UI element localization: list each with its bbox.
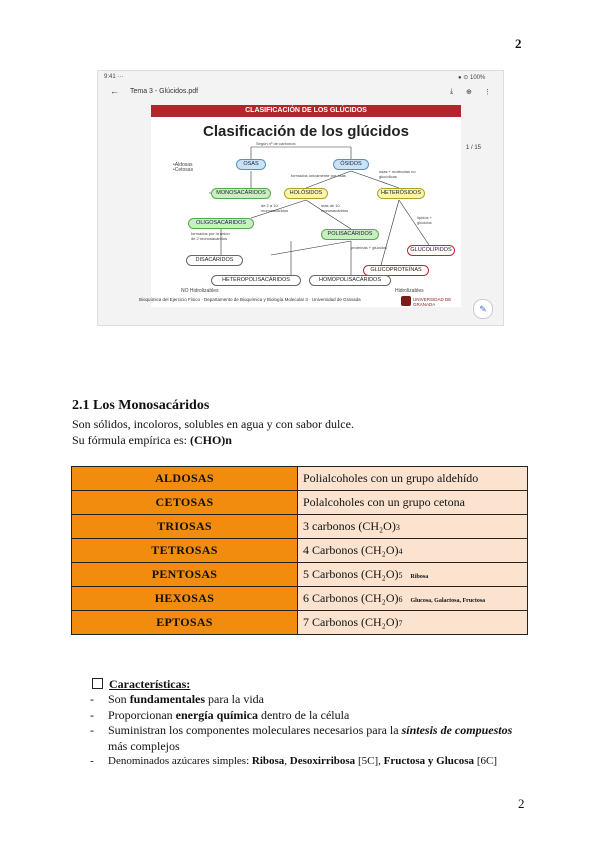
node-polisacaridos: POLISACÁRIDOS [321, 229, 379, 240]
document-tab-title: Tema 3 - Glúcidos.pdf [130, 88, 199, 95]
table-row [72, 539, 528, 563]
slide-footer [139, 295, 461, 307]
download-icon[interactable]: ⤓ [450, 88, 454, 95]
table-value-note: Ribosa [410, 574, 429, 580]
section-title: 2.1 Los Monosacáridos [72, 398, 210, 413]
list-item: - Proporcionan energía química dentro de la célula [90, 708, 530, 724]
table-value-subscript: 5 [398, 571, 403, 580]
caracteristicas-title: Características: [109, 677, 191, 691]
note-2-10: de 2 a 10 monosacáridos [261, 203, 289, 213]
table-value-cell [298, 491, 528, 515]
university-name: UNIVERSIDAD DE GRANADA [413, 297, 452, 307]
note-osas-mol: osas + moléculas no glucídicas [379, 169, 416, 179]
table-key-cell: CETOSAS [72, 491, 298, 515]
table-key-cell: TETROSAS [72, 539, 298, 563]
formula-prefix: Su fórmula empírica es: [72, 433, 190, 447]
table-value-subscript: 6 [398, 595, 403, 604]
node-homopolisacaridos: HOMOPOLISACÁRIDOS [309, 275, 391, 286]
status-left: 9:41 ··· [104, 74, 124, 80]
note-mas-10: más de 10 monosacáridos [321, 203, 349, 213]
university-logo-icon [401, 296, 411, 306]
table-key-cell: HEXOSAS [72, 587, 298, 611]
table-row [72, 515, 528, 539]
table-value-subscript: 3 [395, 523, 400, 532]
note-proteinas: proteínas + glúcidos [351, 245, 387, 250]
list-item: - Suministran los componentes moleculares necesarios para la síntesis de compuestos más complejos [90, 723, 530, 754]
caracteristicas-list [90, 692, 530, 770]
table-key-cell: EPTOSAS [72, 611, 298, 635]
table-row [72, 611, 528, 635]
more-menu-icon[interactable]: ⋮ [484, 89, 491, 96]
section-line-1: Son sólidos, incoloros, solubles en agua y con sabor dulce. [72, 417, 354, 431]
aldosas-cetosas-label: •Aldosas •Cetosas [173, 162, 194, 173]
table-value-subscript: 7 [398, 619, 403, 628]
table-value-cell [298, 515, 528, 539]
table-value-text: 6 Carbonos (CH₂O) [303, 591, 399, 605]
page-number-bottom: 2 [518, 796, 525, 811]
table-value-cell [298, 563, 528, 587]
note-lipidos: lípidos + glúcidos [417, 215, 433, 225]
section-line-2 [72, 433, 232, 448]
table-value-cell [298, 587, 528, 611]
table-value-cell [298, 467, 528, 491]
node-oligosacaridos: OLIGOSACÁRIDOS [188, 218, 254, 229]
node-heterosidos: HETERÓSIDOS [377, 188, 425, 199]
caracteristicas-heading [92, 677, 190, 692]
note-top: Según nº de carbonos [256, 141, 296, 146]
table-value-text: 5 Carbonos (CH₂O) [303, 567, 399, 581]
table-row [72, 491, 528, 515]
embedded-screenshot [97, 70, 504, 326]
page-number-top: 2 [515, 36, 522, 51]
label-no-hidrolizables: NO Hidrolizables [181, 288, 219, 294]
page-indicator: 1 / 15 [466, 145, 482, 151]
status-right: ● ⊙ 100% [458, 75, 486, 81]
table-value-text: 3 carbonos (CH₂O) [303, 519, 396, 533]
node-holosidos: HOLÓSIDOS [284, 188, 328, 199]
note-unidos: formados por la unión de 2 monosacáridos [191, 231, 230, 241]
diagram-connectors [151, 105, 461, 307]
share-icon[interactable]: ⊕ [466, 89, 472, 96]
node-glucoproteinas: GLUCOPROTEÍNAS [363, 265, 429, 276]
table-value-cell [298, 611, 528, 635]
table-key-cell: PENTOSAS [72, 563, 298, 587]
slide-header: CLASIFICACIÓN DE LOS GLÚCIDOS [151, 105, 461, 117]
table-key-cell: TRIOSAS [72, 515, 298, 539]
table-row [72, 587, 528, 611]
checkbox-icon [92, 678, 103, 689]
label-hidrolizables: Hidrolizables [395, 288, 424, 294]
slide-title: Clasificación de los glúcidos [203, 123, 409, 140]
node-glucolipidos: GLUCOLÍPIDOS [407, 245, 455, 256]
formula: (CHO)n [189, 433, 232, 447]
node-heteropolisacaridos: HETEROPOLISACÁRIDOS [211, 275, 301, 286]
table-row [72, 563, 528, 587]
note-formados: formados únicamente por osas [291, 173, 346, 178]
table-row [72, 467, 528, 491]
table-value-text: 7 Carbonos (CH₂O) [303, 615, 399, 629]
back-arrow-icon[interactable]: ← [110, 86, 119, 96]
node-monosacaridos: MONOSACÁRIDOS [211, 188, 271, 199]
table-value-subscript: 4 [398, 547, 403, 556]
slide [139, 105, 461, 307]
table-value-text: Polalcoholes con un grupo cetona [303, 495, 465, 509]
node-osas: OSAS [236, 159, 266, 170]
table-key-cell: ALDOSAS [72, 467, 298, 491]
table-value-cell [298, 539, 528, 563]
table-value-note: Glucosa, Galactosa, Fructosa [410, 598, 486, 604]
node-disacaridos: DISACÁRIDOS [186, 255, 243, 266]
viewer-nav-bar [98, 85, 503, 101]
table-value-text: 4 Carbonos (CH₂O) [303, 543, 399, 557]
slide-footer-text: Bioquímica del Ejercicio Físico · Departamento de Bioquímica y Biología Molecular 3 · Universidad de Granada [139, 297, 361, 302]
phone-status-bar [98, 71, 503, 85]
monosaccharide-table [71, 466, 528, 635]
node-osidos: ÓSIDOS [333, 159, 369, 170]
pen-icon[interactable]: ✎ [473, 299, 493, 319]
list-item: - Son fundamentales para la vida [90, 692, 530, 708]
table-value-text: Polialcoholes con un grupo aldehído [303, 471, 479, 485]
list-item: - Denominados azúcares simples: Ribosa, Desoxirribosa [5C], Fructosa y Glucosa [6C] [90, 754, 530, 770]
